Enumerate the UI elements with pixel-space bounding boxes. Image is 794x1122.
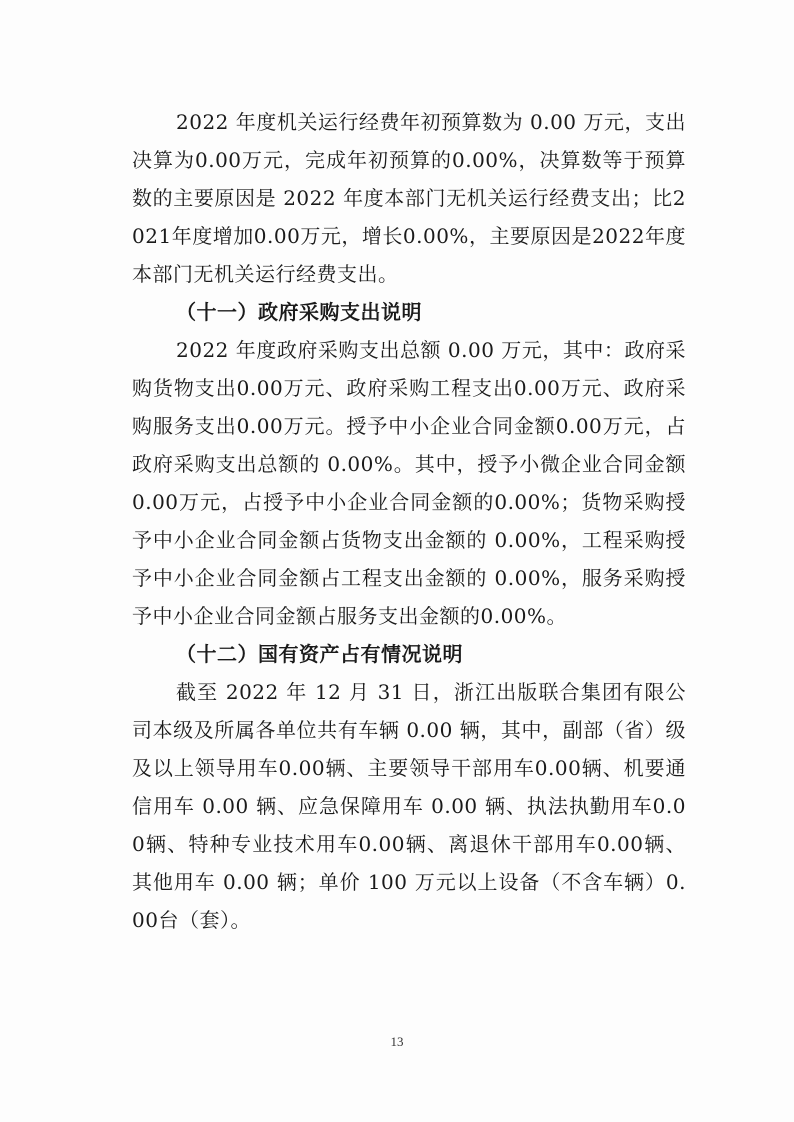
page-number: 13 — [390, 1034, 404, 1049]
section-heading-state-assets: （十二）国有资产占有情况说明 — [176, 642, 463, 666]
paragraph-procurement: 2022 年度政府采购支出总额 0.00 万元，其中：政府采购货物支出0.00万元、政府采购工程支出0.00万元、政府采购服务支出0.00万元。授予中小企业合同金额0.00万元，占政府采购支出总额的 0.00%。其中，授予小微企业合同金额0.00万元，占授予中小企业合同金额的0.00%；货物采购授予中小企业合同金额占货物支出金额的 0.00%，工程采购授予中小企业合同金额占工程支出金额的 0.00%，服务采购授予中小企业合同金额占服务支出金额的0.00%。 — [132, 338, 686, 628]
paragraph-operating-expenses: 2022 年度机关运行经费年初预算数为 0.00 万元，支出决算为0.00万元，完成年初预算的0.00%，决算数等于预算数的主要原因是 2022 年度本部门无机关运行经费支出；比2021年度增加0.00万元，增长0.00%，主要原因是2022年度本部门无机关运行经费支出。 — [132, 110, 686, 286]
section-heading-procurement: （十一）政府采购支出说明 — [176, 300, 422, 324]
document-body — [132, 103, 686, 939]
paragraph-state-assets: 截至 2022 年 12 月 31 日，浙江出版联合集团有限公司本级及所属各单位共有车辆 0.00 辆，其中，副部（省）级及以上领导用车0.00辆、主要领导干部用车0.00辆、机要通信用车 0.00 辆、应急保障用车 0.00 辆、执法执勤用车0.00辆、特种专业技术用车0.00辆、离退休干部用车0.00辆、其他用车 0.00 辆；单价 100 万元以上设备（不含车辆）0.00台（套）。 — [132, 680, 686, 932]
